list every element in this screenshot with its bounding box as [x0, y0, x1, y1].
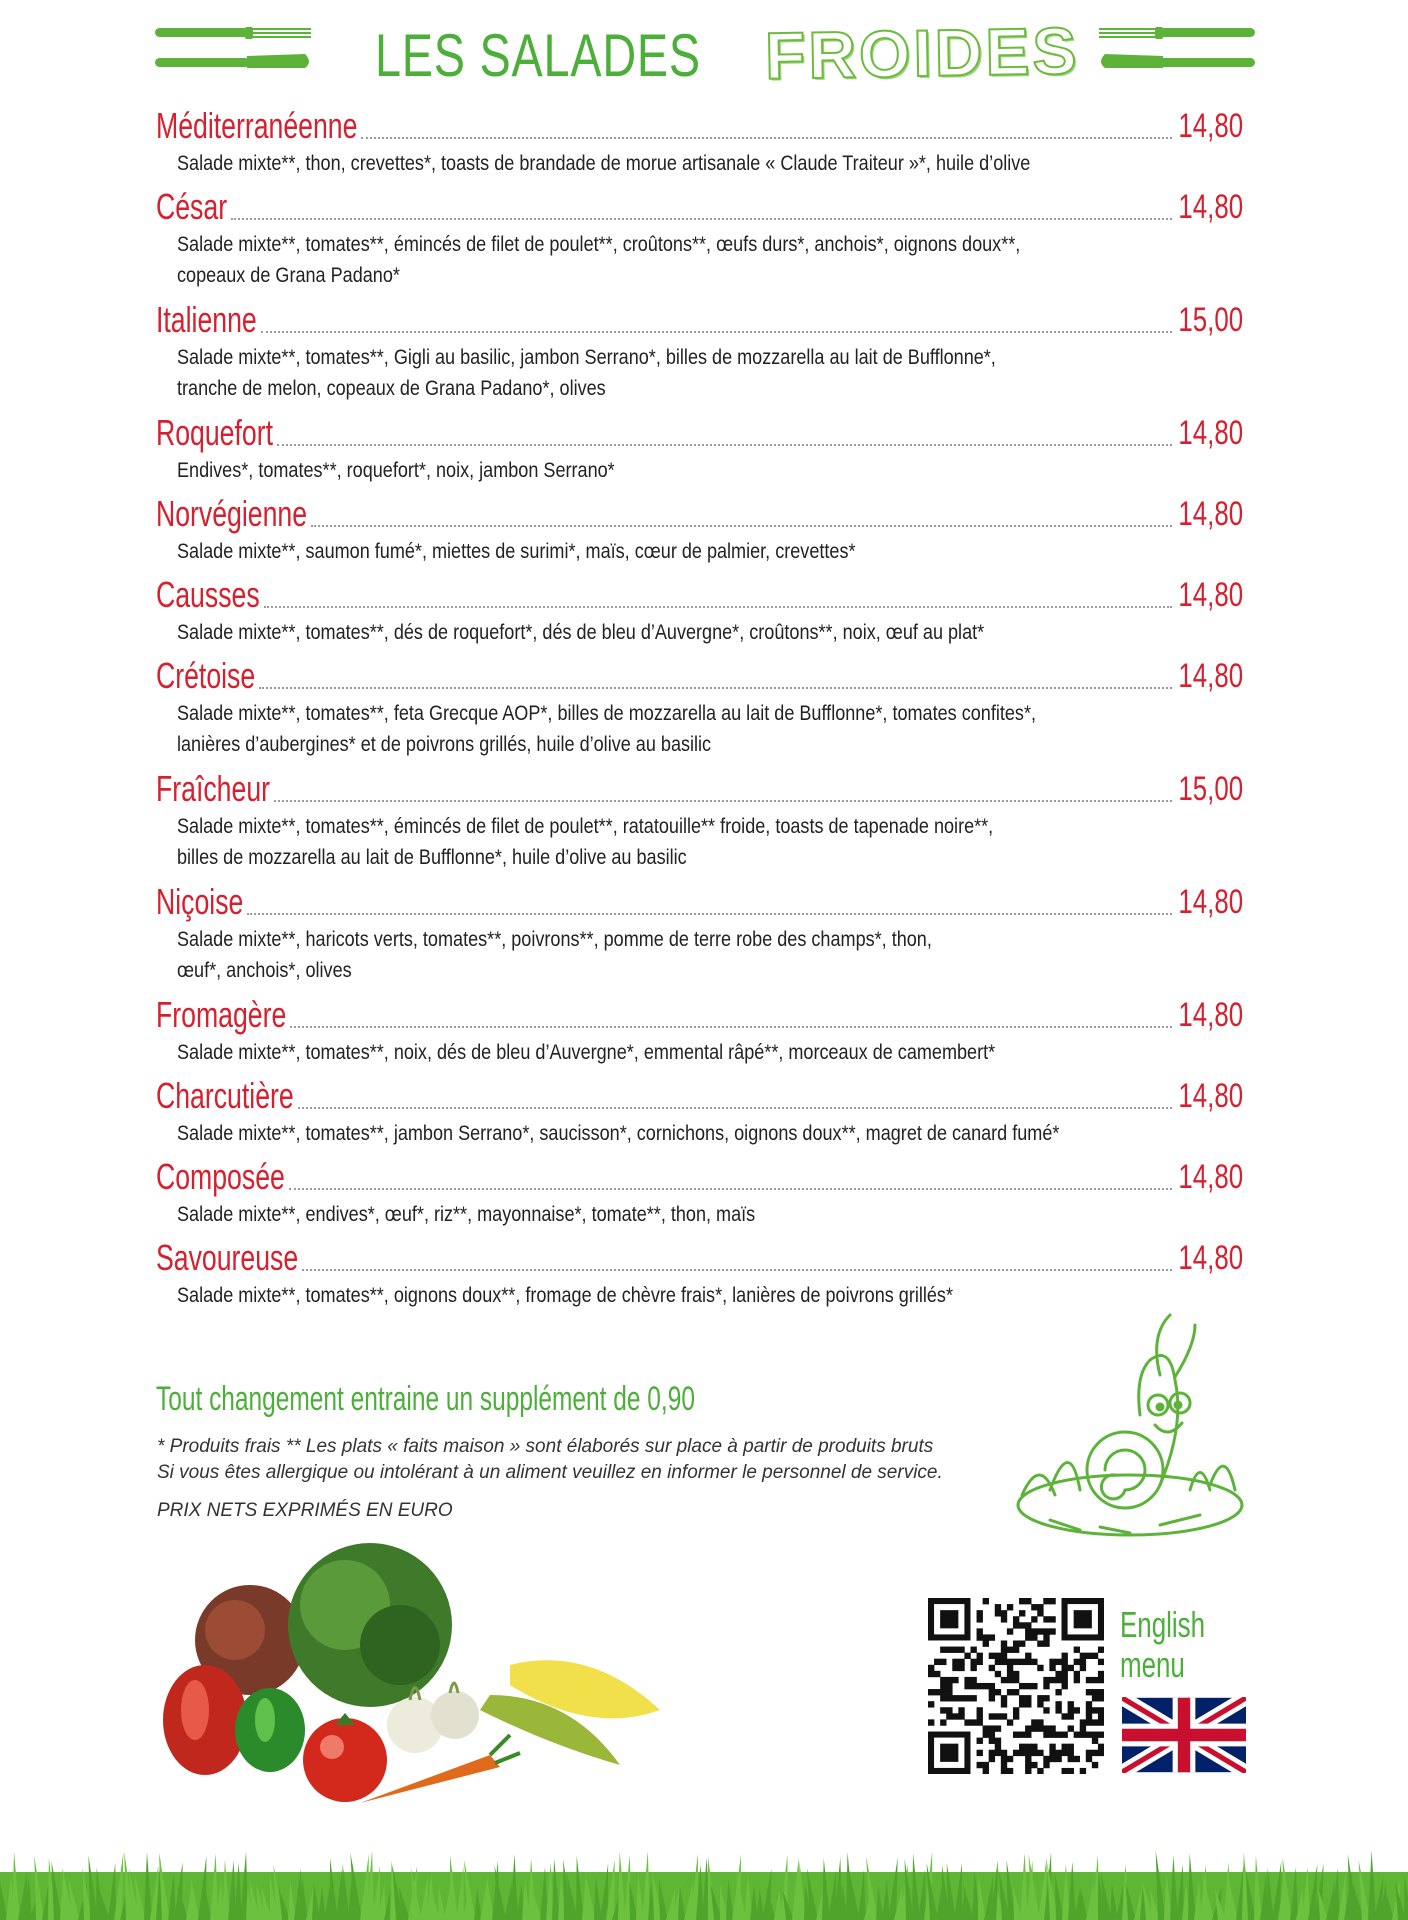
menu-item-price: 14,80 [1178, 996, 1243, 1034]
menu-item-description: Salade mixte**, thon, crevettes*, toasts de brandade de morue artisanale « Claude Traiteur »*, huile d’olive [177, 152, 1031, 175]
leader-dots [259, 687, 1172, 689]
menu-item-name: Méditerranéenne [156, 105, 358, 146]
menu-item [156, 1074, 1243, 1155]
menu-item-name: Niçoise [156, 881, 244, 922]
english-line1: English [1120, 1604, 1206, 1645]
leader-dots [264, 606, 1173, 608]
menu-item-description: Salade mixte**, haricots verts, tomates**, poivrons**, pomme de terre robe des champs*, thon, œuf*, anchois*, olives [177, 928, 932, 982]
leader-dots [311, 525, 1172, 527]
menu-item-price: 14,80 [1178, 107, 1243, 145]
menu-item-price: 14,80 [1178, 1158, 1243, 1196]
menu-item-header [156, 1236, 1243, 1280]
menu-item-header [156, 573, 1243, 617]
menu-item-header [156, 492, 1243, 536]
supplement-note: Tout changement entraine un supplément de 0,90 [156, 1380, 695, 1418]
grass-border [0, 1810, 1408, 1920]
menu-item-description: Salade mixte**, tomates**, oignons doux**, fromage de chèvre frais*, lanières de poivrons grillés* [177, 1284, 954, 1307]
menu-item [156, 185, 1243, 298]
leader-dots [361, 137, 1172, 139]
leader-dots [231, 218, 1172, 220]
menu-item-description: Salade mixte**, tomates**, émincés de filet de poulet**, ratatouille** froide, toasts de tapenade noire**, billes de mozzarella au lait de Bufflonne*, huile d’olive au basilic [177, 815, 994, 869]
menu-item [156, 298, 1243, 411]
menu-item-name: Crétoise [156, 655, 256, 696]
leader-dots [298, 1107, 1173, 1109]
menu-item-header [156, 298, 1243, 342]
menu-item-name: Fromagère [156, 994, 287, 1035]
menu-item-header [156, 411, 1243, 455]
menu-item-name: Norvégienne [156, 493, 308, 534]
leader-dots [289, 1188, 1172, 1190]
leader-dots [247, 913, 1172, 915]
salad-list [156, 104, 1243, 1317]
menu-item-price: 14,80 [1178, 883, 1243, 921]
header [0, 0, 1408, 110]
menu-item-header [156, 185, 1243, 229]
english-line2: menu [1120, 1644, 1185, 1685]
menu-item-price: 14,80 [1178, 495, 1243, 533]
snail-mascot [1010, 1305, 1250, 1555]
menu-item-description: Salade mixte**, tomates**, dés de roquefort*, dés de bleu d’Auvergne*, croûtons**, noix, œuf au plat* [177, 621, 985, 644]
leader-dots [302, 1269, 1172, 1271]
menu-item-price: 14,80 [1178, 576, 1243, 614]
menu-item-name: Italienne [156, 299, 257, 340]
menu-item-description: Salade mixte**, tomates**, noix, dés de bleu d’Auvergne*, emmental râpé**, morceaux de camembert* [177, 1041, 996, 1064]
menu-item [156, 411, 1243, 492]
menu-item-name: Roquefort [156, 412, 274, 453]
menu-item-price: 14,80 [1178, 188, 1243, 226]
menu-item-description: Salade mixte**, endives*, œuf*, riz**, mayonnaise*, tomate**, thon, maïs [177, 1203, 756, 1226]
footnote-products: * Produits frais ** Les plats « faits maison » sont élaborés sur place à partir de produits bruts [157, 1436, 934, 1457]
leader-dots [261, 331, 1173, 333]
menu-item-description: Salade mixte**, tomates**, Gigli au basilic, jambon Serrano*, billes de mozzarella au lait de Bufflonne*, tranche de melon, copeaux de Grana Padano*, olives [177, 346, 996, 400]
menu-item-description: Salade mixte**, tomates**, émincés de filet de poulet**, croûtons**, œufs durs*, anchois*, oignons doux**, copeaux de Grana Padano* [177, 233, 1021, 287]
menu-item-price: 14,80 [1178, 657, 1243, 695]
menu-item-price: 15,00 [1178, 770, 1243, 808]
menu-item-name: César [156, 186, 228, 227]
footnotes [157, 1434, 943, 1524]
menu-item [156, 104, 1243, 185]
footnote-allergy: Si vous êtes allergique ou intolérant à un aliment veuillez en informer le personnel de service. [157, 1462, 943, 1483]
menu-item-description: Salade mixte**, tomates**, feta Grecque AOP*, billes de mozzarella au lait de Bufflonne*, tomates confites*, lanières d’aubergines* et de poivrons grillés, huile d’olive au basilic [177, 702, 1036, 756]
menu-item-header [156, 880, 1243, 924]
menu-item [156, 654, 1243, 767]
leader-dots [274, 800, 1172, 802]
menu-item [156, 1155, 1243, 1236]
menu-item [156, 767, 1243, 880]
english-menu-label[interactable] [1120, 1605, 1205, 1685]
menu-item-name: Causses [156, 574, 260, 615]
menu-item-header [156, 1155, 1243, 1199]
menu-item [156, 993, 1243, 1074]
qr-code[interactable] [928, 1598, 1104, 1774]
menu-item-description: Salade mixte**, saumon fumé*, miettes de surimi*, maïs, cœur de palmier, crevettes* [177, 540, 856, 563]
menu-item-name: Composée [156, 1156, 285, 1197]
title-part2: FROIDES [763, 13, 1080, 93]
menu-item-header [156, 767, 1243, 811]
menu-item-name: Savoureuse [156, 1237, 299, 1278]
menu-item-price: 14,80 [1178, 1239, 1243, 1277]
menu-item-description: Endives*, tomates**, roquefort*, noix, jambon Serrano* [177, 459, 615, 482]
menu-item [156, 573, 1243, 654]
leader-dots [277, 444, 1172, 446]
menu-item-price: 15,00 [1178, 301, 1243, 339]
menu-item-price: 14,80 [1178, 1077, 1243, 1115]
menu-item-header [156, 104, 1243, 148]
menu-item-header [156, 1074, 1243, 1118]
menu-item-price: 14,80 [1178, 414, 1243, 452]
menu-item-header [156, 654, 1243, 698]
vegetables-illustration [150, 1535, 690, 1815]
menu-item-header [156, 993, 1243, 1037]
menu-item-name: Fraîcheur [156, 768, 271, 809]
menu-item-name: Charcutière [156, 1075, 294, 1116]
fork-knife-icon [1095, 24, 1255, 76]
menu-item-description: Salade mixte**, tomates**, jambon Serrano*, saucisson*, cornichons, oignons doux**, magret de canard fumé* [177, 1122, 1060, 1145]
uk-flag-icon[interactable] [1122, 1697, 1246, 1773]
menu-item [156, 492, 1243, 573]
leader-dots [290, 1026, 1172, 1028]
title-part1: LES SALADES [375, 22, 701, 89]
price-note: PRIX NETS EXPRIMÉS EN EURO [157, 1500, 453, 1521]
menu-item [156, 880, 1243, 993]
